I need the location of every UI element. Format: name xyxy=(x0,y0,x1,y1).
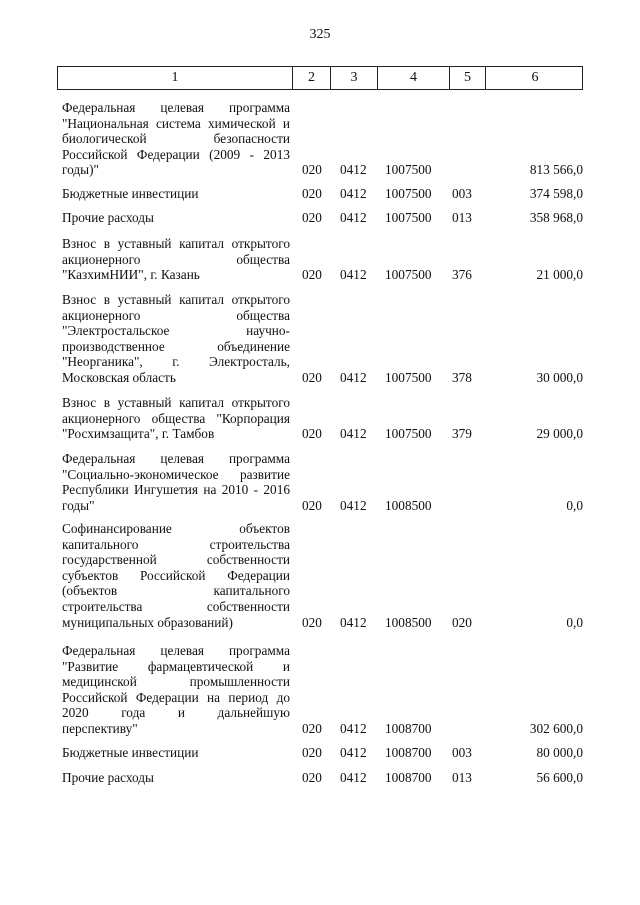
description-line: "КазхимНИИ", г. Казань xyxy=(62,267,200,283)
description-line: перспективу" xyxy=(62,720,138,736)
amount: 358 968,0 xyxy=(529,210,583,225)
description-line: Московская область xyxy=(62,369,176,385)
table-row xyxy=(0,100,640,178)
description-line: "Развитие фармацевтической и xyxy=(62,658,290,674)
code-section: 0412 xyxy=(340,426,367,442)
table-row xyxy=(0,643,640,737)
description-line: субъектов Российской Федерации xyxy=(62,567,290,583)
row-description xyxy=(62,186,290,202)
amount: 0,0 xyxy=(566,614,583,630)
description-line: акционерного общества "Корпорация xyxy=(62,410,290,426)
code-section: 0412 xyxy=(340,370,367,385)
amount: 80 000,0 xyxy=(536,745,583,760)
table-row xyxy=(0,451,640,513)
description-line: Взнос в уставный капитал открытого xyxy=(62,236,290,251)
code-section: 0412 xyxy=(340,614,367,630)
description-line: Российской Федерации (2009 - 2013 xyxy=(62,146,290,162)
code-target: 1007500 xyxy=(385,370,432,385)
header-col-4: 4 xyxy=(377,67,449,89)
description-line: акционерного общества xyxy=(62,251,290,267)
code-expense-type: 003 xyxy=(452,745,472,760)
code-expense-type: 378 xyxy=(452,370,472,385)
code-expense-type: 003 xyxy=(452,186,472,201)
description-line: производственное объединение xyxy=(62,338,290,354)
code-section: 0412 xyxy=(340,721,367,736)
description-line: Взнос в уставный капитал открытого xyxy=(62,395,290,410)
description-line: капитального строительства xyxy=(62,536,290,552)
amount: 813 566,0 xyxy=(529,162,583,178)
row-description xyxy=(62,236,290,283)
description-line: Бюджетные инвестиции xyxy=(62,745,199,760)
amount: 0,0 xyxy=(566,497,583,513)
code-ministry: 020 xyxy=(302,162,322,178)
code-target: 1007500 xyxy=(385,186,432,201)
amount: 21 000,0 xyxy=(536,267,583,283)
code-section: 0412 xyxy=(340,770,367,785)
code-target: 1007500 xyxy=(385,162,432,178)
description-line: Федеральная целевая программа xyxy=(62,451,290,466)
code-target: 1008700 xyxy=(385,770,432,785)
table-row xyxy=(0,210,640,226)
row-description xyxy=(62,395,290,442)
table-row xyxy=(0,521,640,630)
description-line: "Электростальское научно- xyxy=(62,323,290,339)
description-line: "Росхимзащита", г. Тамбов xyxy=(62,426,215,442)
description-line: биологической безопасности xyxy=(62,131,290,147)
code-ministry: 020 xyxy=(302,497,322,513)
code-expense-type: 379 xyxy=(452,426,472,442)
row-description xyxy=(62,100,290,178)
description-line: Взнос в уставный капитал открытого xyxy=(62,292,290,307)
table-row xyxy=(0,292,640,386)
header-col-2: 2 xyxy=(292,67,330,89)
code-ministry: 020 xyxy=(302,745,322,760)
row-description xyxy=(62,210,290,226)
description-line: Российской Федерации на период до xyxy=(62,689,290,705)
code-section: 0412 xyxy=(340,210,367,225)
description-line: Федеральная целевая программа xyxy=(62,100,290,115)
code-ministry: 020 xyxy=(302,370,322,385)
code-section: 0412 xyxy=(340,267,367,283)
table-row xyxy=(0,186,640,202)
code-target: 1008500 xyxy=(385,614,432,630)
header-col-5: 5 xyxy=(449,67,485,89)
amount: 302 600,0 xyxy=(529,721,583,736)
table-header xyxy=(57,66,583,90)
amount: 374 598,0 xyxy=(529,186,583,201)
table-row xyxy=(0,745,640,761)
code-target: 1007500 xyxy=(385,426,432,442)
description-line: годы)" xyxy=(62,162,99,178)
code-ministry: 020 xyxy=(302,721,322,736)
description-line: Бюджетные инвестиции xyxy=(62,186,199,201)
code-target: 1008700 xyxy=(385,721,432,736)
code-ministry: 020 xyxy=(302,614,322,630)
code-ministry: 020 xyxy=(302,186,322,201)
header-col-3: 3 xyxy=(330,67,377,89)
amount: 30 000,0 xyxy=(536,370,583,385)
row-description xyxy=(62,521,290,630)
header-col-1: 1 xyxy=(171,70,179,85)
code-expense-type: 013 xyxy=(452,210,472,225)
row-description xyxy=(62,292,290,386)
description-line: акционерного общества xyxy=(62,307,290,323)
code-ministry: 020 xyxy=(302,426,322,442)
code-section: 0412 xyxy=(340,162,367,178)
code-section: 0412 xyxy=(340,186,367,201)
code-target: 1008500 xyxy=(385,497,432,513)
table-row xyxy=(0,770,640,786)
table-row xyxy=(0,236,640,283)
table-row xyxy=(0,395,640,442)
code-expense-type: 013 xyxy=(452,770,472,785)
code-expense-type: 376 xyxy=(452,267,472,283)
description-line: Прочие расходы xyxy=(62,770,154,785)
code-section: 0412 xyxy=(340,745,367,760)
description-line: "Неорганика", г. Электросталь, xyxy=(62,354,290,370)
code-expense-type: 020 xyxy=(452,614,472,630)
description-line: годы" xyxy=(62,497,95,513)
description-line: "Национальная система химической и xyxy=(62,115,290,131)
amount: 56 600,0 xyxy=(536,770,583,785)
page-number: 325 xyxy=(309,27,331,42)
description-line: Федеральная целевая программа xyxy=(62,643,290,658)
code-ministry: 020 xyxy=(302,267,322,283)
header-col-6: 6 xyxy=(485,67,584,89)
code-target: 1008700 xyxy=(385,745,432,760)
description-line: государственной собственности xyxy=(62,552,290,568)
row-description xyxy=(62,745,290,761)
code-section: 0412 xyxy=(340,497,367,513)
description-line: "Социально-экономическое развитие xyxy=(62,466,290,482)
description-line: муниципальных образований) xyxy=(62,614,233,630)
description-line: 2020 года и дальнейшую xyxy=(62,705,290,721)
description-line: Республики Ингушетия на 2010 - 2016 xyxy=(62,482,290,498)
code-target: 1007500 xyxy=(385,210,432,225)
description-line: медицинской промышленности xyxy=(62,674,290,690)
code-target: 1007500 xyxy=(385,267,432,283)
description-line: строительства собственности xyxy=(62,598,290,614)
row-description xyxy=(62,643,290,737)
row-description xyxy=(62,451,290,513)
description-line: (объектов капитального xyxy=(62,583,290,599)
row-description xyxy=(62,770,290,786)
amount: 29 000,0 xyxy=(536,426,583,442)
description-line: Софинансирование объектов xyxy=(62,521,290,536)
code-ministry: 020 xyxy=(302,770,322,785)
code-ministry: 020 xyxy=(302,210,322,225)
description-line: Прочие расходы xyxy=(62,210,154,225)
